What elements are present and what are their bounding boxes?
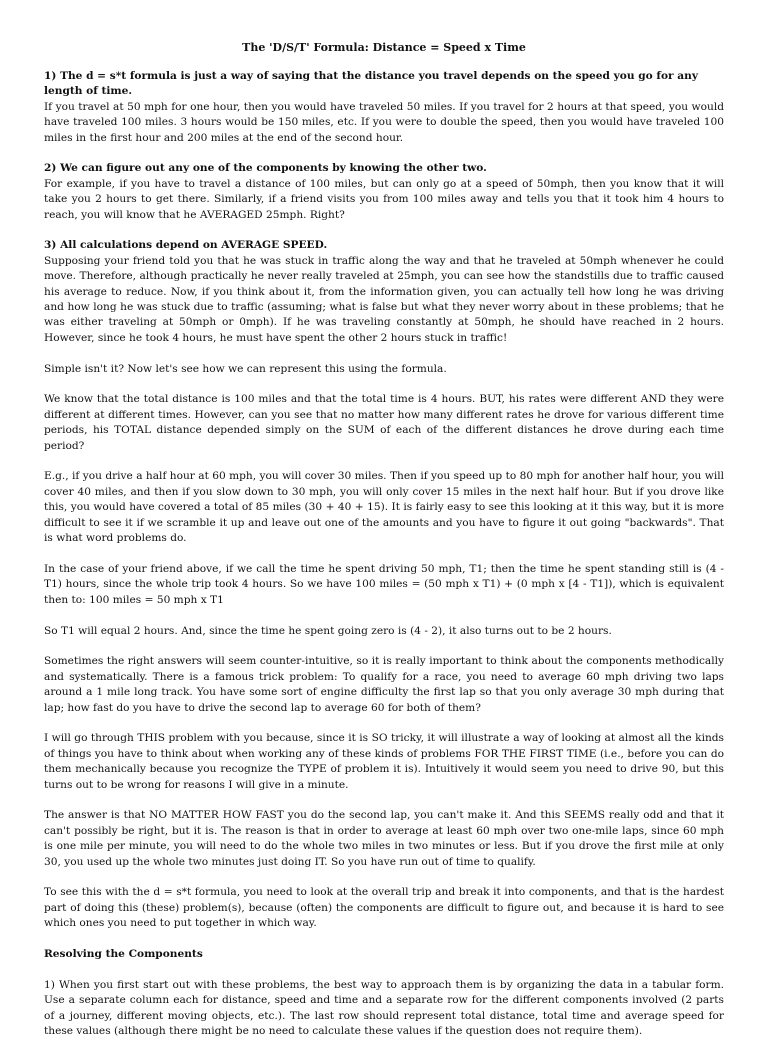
paragraph-t1: So T1 will equal 2 hours. And, since the time he spent going zero is (4 - 2), it also turns out to be 2 hours. xyxy=(44,624,612,637)
document-title: The 'D/S/T' Formula: Distance = Speed x Time xyxy=(242,41,526,54)
paragraph-tabular-form: 1) When you first start out with these problems, the best way to approach them is by organizing the data in a tabular form. Use a separate column each for distance, speed and time and a separate row for the different components involved (2 parts of a journey, different moving objects, etc.). The last row should represent total distance, total time and average speed for these values (although there might be no need to calculate these values if the question does not require them). xyxy=(44,978,724,1037)
section-3-heading: 3) All calculations depend on AVERAGE SPEED. xyxy=(44,239,328,252)
section-1-heading: 1) The d = s*t formula is just a way of saying that the distance you travel depends on the speed you go for any length of time. xyxy=(44,70,699,98)
paragraph-answer: The answer is that NO MATTER HOW FAST you do the second lap, you can't make it. And this SEEMS really odd and that it can't possibly be right, but it is. The reason is that in order to average at least 60 mph over two one-mile laps, since 60 mph is one mile per minute, you will need to do the whole two miles in two minutes or less. But if you drove the first mile at only 30, you used up the whole two minutes just doing IT. So you have run out of time to qualify. xyxy=(44,809,724,868)
section-2-body: For example, if you have to travel a distance of 100 miles, but can only go at a speed of 50mph, then you know that it will take you 2 hours to get there. Similarly, if a friend visits you from 100 miles away and tells you that it took him 4 hours to reach, you will know that he AVERAGED 25mph. Right? xyxy=(44,177,724,221)
resolving-components-heading: Resolving the Components xyxy=(44,947,203,960)
paragraph-walkthrough: I will go through THIS problem with you because, since it is SO tricky, it will illustrate a way of looking at almost all the kinds of things you have to think about when working any of these kinds of problems FOR THE FIRST TIME (i.e., before you can do them mechanically because you recognize the TYPE of problem it is). Intuitively it would seem you need to drive 90, but this turns out to be wrong for reasons I will give in a minute. xyxy=(44,732,724,791)
section-1-body: If you travel at 50 mph for one hour, then you would have traveled 50 miles. If you travel for 2 hours at that speed, you would have traveled 100 miles. 3 hours would be 150 miles, etc. If you were to double the speed, then you would have traveled 100 miles in the first hour and 200 miles at the end of the second hour. xyxy=(44,100,724,144)
paragraph-friend-case: In the case of your friend above, if we call the time he spent driving 50 mph, T1; then the time he spent standing still is (4 - T1) hours, since the whole trip took 4 hours. So we have 100 miles = (50 mph x T1) + (0 mph x [4 - T1]), which is equivalent then to: 100 miles = 50 mph x T1 xyxy=(44,562,724,606)
paragraph-simple: Simple isn't it? Now let's see how we can represent this using the formula. xyxy=(44,362,447,375)
paragraph-example: E.g., if you drive a half hour at 60 mph, you will cover 30 miles. Then if you speed up to 80 mph for another half hour, you will cover 40 miles, and then if you slow down to 30 mph, you will only cover 15 miles in the next half hour. But if you drove like this, you would have covered a total of 85 miles (30 + 40 + 15). It is fairly easy to see this looking at it this way, but it is more difficult to see it if we scramble it up and leave out one of the amounts and you have to figure it out going "backwards". That is what word problems do. xyxy=(44,470,724,545)
section-1 xyxy=(44,69,724,146)
paragraph-total-distance: We know that the total distance is 100 miles and that the total time is 4 hours. BUT, his rates were different AND they were different at different times. However, can you see that no matter how many different rates he drove for various different time periods, his TOTAL distance depended simply on the SUM of each of the different distances he drove during each time period? xyxy=(44,393,724,452)
paragraph-trick-problem: Sometimes the right answers will seem counter-intuitive, so it is really important to think about the components methodically and systematically. There is a famous trick problem: To qualify for a race, you need to average 60 mph driving two laps around a 1 mile long track. You have some sort of engine difficulty the first lap so that you only average 30 mph during that lap; how fast do you have to drive the second lap to average 60 for both of them? xyxy=(44,655,724,714)
section-2-heading: 2) We can figure out any one of the components by knowing the other two. xyxy=(44,162,487,175)
document-page xyxy=(44,40,724,1055)
section-3 xyxy=(44,238,724,346)
paragraph-formula-components: To see this with the d = s*t formula, you need to look at the overall trip and break it into components, and that is the hardest part of doing this (these) problem(s), because (often) the components are difficult to figure out, and because it is hard to see which ones you need to put together in which way. xyxy=(44,886,724,930)
section-2 xyxy=(44,161,724,223)
section-3-body: Supposing your friend told you that he was stuck in traffic along the way and that he traveled at 50mph whenever he could move. Therefore, although practically he never really traveled at 25mph, you can see how the standstills due to traffic caused his average to reduce. Now, if you think about it, from the information given, you can actually tell how long he was driving and how long he was stuck due to traffic (assuming; what is false but what they never worry about in these problems; that he was either traveling at 50mph or 0mph). If he was traveling constantly at 50mph, he should have reached in 2 hours. However, since he took 4 hours, he must have spent the other 2 hours stuck in traffic! xyxy=(44,254,724,344)
